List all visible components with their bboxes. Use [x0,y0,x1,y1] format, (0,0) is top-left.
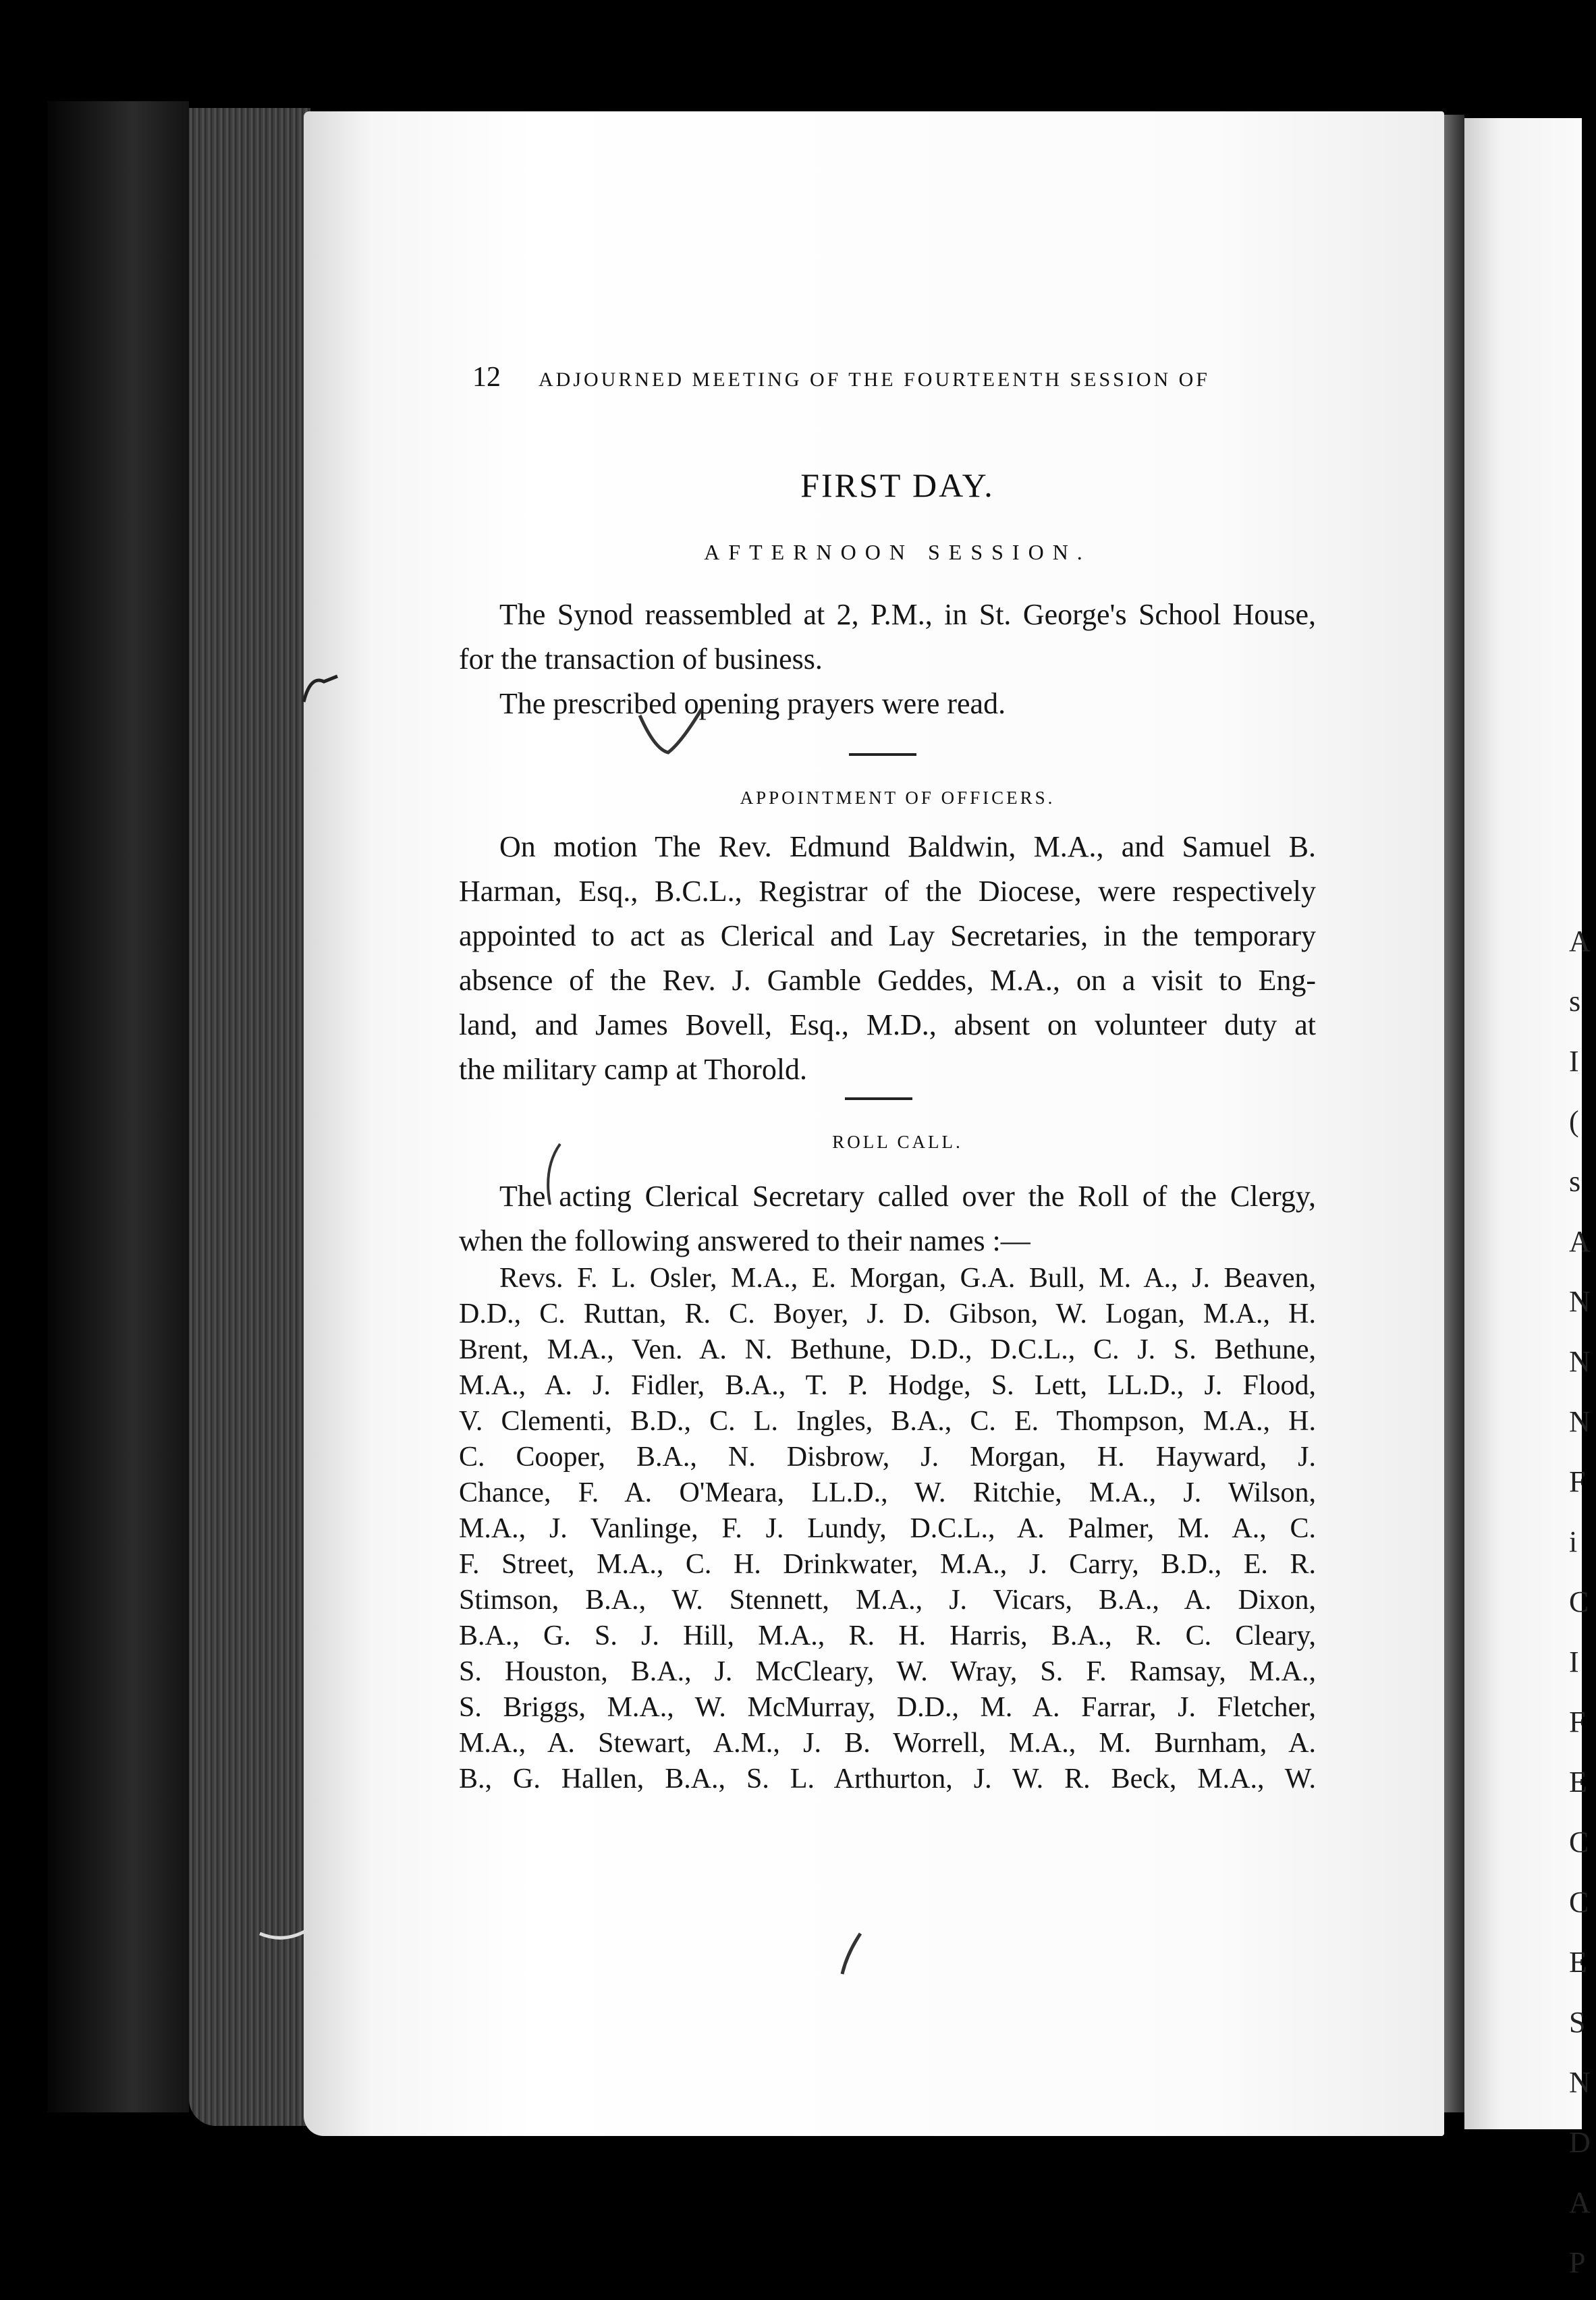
text-line: The Synod reassembled at 2, P.M., in St. George's School House, [499,598,1316,631]
officers-heading: APPOINTMENT OF OFFICERS. [740,788,1055,808]
facing-letter: ( [1569,1105,1579,1138]
text-line: M.A., A. Stewart, A.M., J. B. Worrell, M.A., M. Burnham, A. [459,1728,1316,1759]
margin-mark [540,1141,567,1208]
book-page [304,111,1444,2136]
text-line: M.A., J. Vanlinge, F. J. Lundy, D.C.L., A. Palmer, M. A., C. [459,1513,1316,1544]
page-edges [189,108,310,2126]
session-title: AFTERNOON SESSION. [704,540,1091,564]
margin-mark [297,668,351,709]
running-head [472,361,1269,402]
text-line: S. Briggs, M.A., W. McMurray, D.D., M. A. Farrar, J. Fletcher, [459,1692,1316,1723]
text-line: land, and James Bovell, Esq., M.D., absent on volunteer duty at [459,1008,1316,1041]
text-line: V. Clementi, B.D., C. L. Ingles, B.A., C. E. Thompson, M.A., H. [459,1406,1316,1437]
roll-call-names [459,1261,1316,1797]
facing-letter: i [1569,1525,1578,1558]
facing-letter: N [1569,1405,1591,1438]
facing-letter: I [1569,1645,1579,1678]
text-line: S. Houston, B.A., J. McCleary, W. Wray, S. F. Ramsay, M.A., [459,1656,1316,1687]
text-line: absence of the Rev. J. Gamble Geddes, M.A., on a visit to Eng- [459,964,1316,997]
facing-letter: E [1569,1946,1587,1979]
text-line: Harman, Esq., B.C.L., Registrar of the Diocese, were respectively [459,875,1316,908]
book-binding [47,101,189,2112]
text-line: when the following answered to their names :— [459,1224,1030,1257]
margin-mark [256,1923,310,1950]
facing-letter: N [1569,1285,1591,1318]
margin-mark [837,1930,871,1977]
pencil-check-mark [634,702,709,763]
text-line: B.A., G. S. J. Hill, M.A., R. H. Harris, B.A., R. C. Cleary, [459,1620,1316,1651]
facing-letter: S [1569,2006,1586,2039]
text-line: the military camp at Thorold. [459,1053,808,1086]
facing-letter: F [1569,1465,1586,1498]
prayers-paragraph [459,682,1316,726]
text-line: appointed to act as Clerical and Lay Secretaries, in the temporary [459,919,1316,952]
text-line: The prescribed opening prayers were read. [499,687,1006,720]
facing-page-letters [1569,911,1596,2293]
text-line: Chance, F. A. O'Meara, LL.D., W. Ritchie, M.A., J. Wilson, [459,1477,1316,1508]
facing-page [1464,118,1582,2129]
text-line: On motion The Rev. Edmund Baldwin, M.A., and Samuel B. [499,830,1316,863]
text-line: Brent, M.A., Ven. A. N. Bethune, D.D., D.C.L., C. J. S. Bethune, [459,1334,1316,1365]
facing-letter: N [1569,2066,1591,2099]
facing-letter: C [1569,1826,1589,1859]
text-line: Stimson, B.A., W. Stennett, M.A., J. Vicars, B.A., A. Dixon, [459,1585,1316,1616]
facing-letter: C [1569,1886,1589,1919]
roll-call-heading: ROLL CALL. [832,1132,963,1152]
text-line: Revs. F. L. Osler, M.A., E. Morgan, G.A. Bull, M. A., J. Beaven, [499,1263,1316,1294]
text-line: M.A., A. J. Fidler, B.A., T. P. Hodge, S. Lett, LL.D., J. Flood, [459,1370,1316,1401]
facing-letter: A [1569,2186,1591,2219]
text-line: D.D., C. Ruttan, R. C. Boyer, J. D. Gibson, W. Logan, M.A., H. [459,1298,1316,1330]
day-title: FIRST DAY. [800,466,995,504]
page-number: 12 [472,362,501,393]
reassembly-paragraph [459,593,1316,682]
gutter-shadow [1444,115,1464,2112]
text-line: for the transaction of business. [459,642,823,676]
running-head-text: ADJOURNED MEETING OF THE FOURTEENTH SESSION OF [539,368,1210,391]
facing-letter: F [1569,1705,1586,1738]
facing-letter: E [1569,1765,1587,1799]
facing-letter: s [1569,1165,1581,1198]
section-rule [849,753,916,756]
facing-letter: I [1569,1045,1579,1078]
facing-letter: D [1569,2126,1591,2159]
officers-paragraph [459,825,1316,1092]
facing-letter: s [1569,985,1581,1018]
facing-letter: P [1569,2246,1586,2279]
roll-call-intro [459,1174,1316,1263]
text-line: C. Cooper, B.A., N. Disbrow, J. Morgan, H. Hayward, J. [459,1442,1316,1473]
facing-letter: A [1569,925,1591,958]
facing-letter: A [1569,1225,1591,1258]
section-rule [845,1097,912,1100]
text-line: The acting Clerical Secretary called over the Roll of the Clergy, [499,1180,1316,1213]
facing-letter: C [1569,1585,1589,1618]
facing-letter: N [1569,1345,1591,1378]
text-line: B., G. Hallen, B.A., S. L. Arthurton, J. W. R. Beck, M.A., W. [459,1763,1316,1795]
text-line: F. Street, M.A., C. H. Drinkwater, M.A., J. Carry, B.D., E. R. [459,1549,1316,1580]
